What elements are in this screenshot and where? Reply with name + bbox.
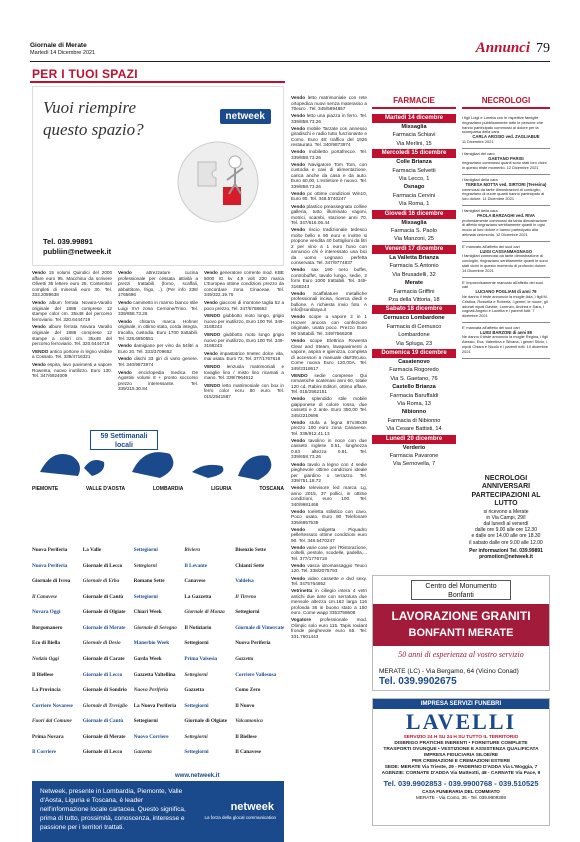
classified-ad: VENDO antico portone in legno visibile a Cossato. Tel. 339/4716321	[32, 348, 113, 360]
newspaper-masthead: Settegiorni	[184, 702, 209, 709]
pharmacy-detail: Via S. Gaetano, 76	[390, 375, 438, 382]
newspaper-masthead: Giornale di Seregno	[133, 624, 177, 631]
pharmacy-detail: Via Manzoni, 25	[393, 236, 434, 243]
newspaper-masthead: Il Levante	[184, 562, 208, 569]
pharmacy-town: La Valletta Brianza	[389, 254, 439, 261]
pharmacy-day-header: Sabato 18 dicembre	[372, 305, 456, 314]
newspaper-masthead: Il Notiziario	[184, 624, 212, 631]
pharmacy-town: Osnago	[403, 184, 425, 191]
newspaper-masthead: Gazzetta	[184, 687, 204, 694]
newspaper-masthead: Giornale di Merate	[82, 624, 126, 631]
classified-ad: VENDO giubbotto moto lungo, grigio nuovo per inutilizzo, Euro 100 Tel. 349-3168243	[204, 313, 284, 330]
classified-ad: Vendo album ferrata Novara Varallo originale del 1888 comprese 12 stampe a colori cm. 35x48 del percorso ferroviario. Tel. 320.6444719	[32, 324, 113, 347]
necrologies-announcement-title: NECROLOGI ANNIVERSARI PARTECIPAZIONI AL LUTTO	[471, 475, 541, 508]
necrology-notice: E' improvvisamente mancato all'affetto dei suoi cari LUCIANO POGLIANI di anni 79 Ne danno il triste annuncio la moglie Ada, i figli M. Cristina, Rossella e Roberta, i generi, le nuore, gli adorati nipoti Davide, Lorenzo, Andrea e Sara, i cognati Angelo e Lucetta e i parenti tutti. 7 dicembre 2021	[462, 278, 550, 323]
newspaper-masthead: Gazzetta Valtellina	[133, 671, 176, 678]
region-label: VALLE D'AOSTA	[85, 486, 126, 492]
classified-ad: Vendo varie cose per l'Ristorazione, coltelli, pentole, scodelle, padella,... Tel. 377/1776718	[291, 544, 367, 561]
classified-ad: Vendo chitarra marca Hohner originale, in ottimo stato, corda integra, tracolla, custodia. Euro 1700 trattabili. Tel. 328.6850551	[118, 318, 198, 341]
netweek-logo: netweek	[230, 801, 274, 813]
classified-ad: Vendo vasca idromassaggio Teuco 120. Tel. 338/2075793	[291, 562, 367, 574]
classified-ad: Vendo tavolino in noce con due cassetti inglese 0.51, lunghezza 0.83 altezza 0.81. Tel. 339/658.73.26	[291, 437, 367, 460]
newspaper-masthead: Giornale di Lecco	[82, 562, 123, 569]
pharmacy-town: Cernusco Lombardone	[383, 315, 445, 322]
netweek-tagline: La forza della glocal communication	[204, 815, 276, 820]
newspaper-masthead: Il Corriere	[32, 749, 56, 756]
pharmacy-detail: Farmacia Rogoredo	[389, 367, 439, 374]
newspaper-masthead: Nuova Periferia	[133, 687, 169, 694]
newspaper-masthead: Settegiorni	[184, 749, 209, 756]
classified-ad: Vendo album ferrata Novara-Varallo originale del 1888 comprese 12 stampe color cm. 35x48 del percorso ferroviario. Tel. 320.6444719	[32, 299, 112, 322]
pharmacy-town: Missaglia	[401, 124, 427, 130]
newspaper-masthead: La Gazzetta	[184, 593, 212, 600]
newspaper-mastheads	[32, 546, 284, 764]
classified-ad: Vendo giacconi di montone taglia 52 a poco prezzo. Tel. 347/5768662	[204, 299, 284, 311]
regions-map	[32, 430, 284, 512]
newspaper-masthead: Giornale di Sondrio	[82, 687, 127, 694]
newspaper-masthead: Giornale di Lecco	[82, 671, 123, 678]
pharmacy-detail: Via Merlini, 15	[396, 140, 432, 147]
pharmacy-town: Castello Brianza	[392, 384, 436, 391]
page-header	[30, 40, 550, 62]
necrology-notice: I famigliari della cara TERESA MOTTA ved. SIRTORI (Teresina) commossi da tante dimostrazioni di cordoglio, ringraziano di cuore quanti hanno partecipato al loro dolore. 11 Dicembre 2021	[462, 175, 550, 206]
newspaper-masthead: Giornale di Monza	[184, 609, 225, 616]
classified-ad: Vendo enciclopedia medica De Agostini volumi 8 + pronto soccorso prezzo interessante. Tel. 339/215.30.84	[118, 369, 199, 392]
newspaper-masthead: Giornale di Ivrea	[32, 578, 71, 585]
newspaper-masthead: Settegiorni	[133, 547, 158, 553]
ad-monument-band: LAVORAZIONE GRANITI BONFANTI MERATE	[373, 604, 549, 646]
pharmacy-detail: Farmacia di Nibionno	[387, 417, 441, 424]
pharmacy-detail: Via Roma, 13	[397, 400, 431, 407]
newspaper-masthead: Nuova Periferia	[235, 640, 271, 647]
issue-date: Martedì 14 Dicembre 2021	[30, 50, 96, 56]
newspaper-masthead: Novara Oggi	[32, 609, 61, 616]
classified-ad: Vendo toeletta stilistico con cavo. Poco usato. Euro 80 Telefonare 335/6957539	[291, 508, 367, 525]
section-name: Annunci	[475, 40, 530, 56]
classified-ad: Vendo espira, lavo pavimenti a vapore Rowenta, nuovo inutilizzo. Euro 130. Tel. 347/6924009	[32, 361, 112, 379]
necrology-notice: I famigliari della cara PAOLA BARZAGHI ved. RIVA profondamente commossi da tanta dimostrazione di affetto ringraziano sentitamente quanti in ogni modo al loro dolore e hanno partecipato alla animata cerimonia. 12 Dicembre 2021	[462, 206, 550, 242]
pharmacy-town: Nibionno	[401, 409, 427, 416]
newspaper-masthead: Settegiorni	[235, 609, 260, 616]
regions-labels	[32, 486, 284, 492]
newspaper-masthead: Nuova Periferia	[32, 562, 68, 569]
classified-ad: Vendo splendido stile mobile giapponese di colore rosso, due cassetti e 2 ante. Euro 350,00 Tel. 345/2210696	[291, 396, 367, 418]
classified-ad: Vendo scope a vapore 2 in 1 Hoover ancora con confezione originale, usata poco. Prezzo Euro 90 trattabili. Tel. 349/7566208	[291, 314, 367, 336]
newspaper-masthead: Corriere Novarese	[32, 702, 73, 709]
necrologies-title: NECROLOGI	[462, 96, 550, 109]
region-label: PIEMONTE	[32, 486, 59, 492]
ad-monument-header: Centro del Monumento Bonfanti	[411, 580, 511, 600]
newspaper-masthead: Borgomanero	[32, 624, 63, 631]
newspaper-masthead: Settegiorni	[133, 562, 157, 569]
classified-ad: Vendo riscio tradizionale tedesco molto bello e 90 euro e inoltre si propone vendita 40 bottiglioni da litri 2 per vino a 1 euro l'uno con annuncio chi è interessato una bici da uomo Legnano perfetta conservata. Tel. 347/9774837	[291, 227, 367, 266]
netweek-info-box	[32, 781, 284, 842]
newspaper-masthead: Gazzetta	[235, 655, 254, 662]
newspaper-masthead: Valdelsa	[235, 578, 254, 585]
classified-ad: Vendo sax 190 nero buffet, controbuffet, tavolo lungo, sedie, 2 forni Euro 1000 trattabili. Tel. 349-3168243	[291, 267, 367, 289]
classifieds-col-2	[118, 270, 198, 394]
ad-monument-phone: Tel. 039.9902675	[379, 676, 457, 687]
classifieds-col-1	[32, 270, 112, 381]
classified-ad: Vendo tavolo a legno con 4 sedie pieghevole ottime condizioni ideale per giardino o terrazzo. Tel. 339/751.18.72	[291, 461, 367, 483]
pharmacy-detail: Via Cesare Battisti, 14	[386, 426, 442, 433]
classified-ad: Vendo plastico preassegnato colline galleria, tutto illuminato vagoni, motrici, scambi, stazione anni 70. Tel. 347/616.06.44	[291, 203, 367, 226]
ad-lavelli-phone: Tel. 039.9902853 - 039.9900768 - 039.510525	[383, 779, 539, 788]
region-label: TOSCANA	[259, 486, 284, 492]
newspaper-masthead: Giornale di Lecco	[82, 749, 123, 756]
necrology-notice: E' mancata all'affetto dei suoi cari LUIGI BARZONI di anni 89 Ne danno il triste annuncio la moglie Regina, i figli Alessio, Eva, Valentina e Silvana, i generi Silvio, i nipoti Chiara e Nicolò e i parenti tutti. 10 dicembre 2021	[462, 323, 550, 359]
pharmacy-detail: Pza della Vittoria, 18	[388, 296, 440, 303]
necrology-notice: I figli Luigi e Loretta con le rispettive famiglie ringraziano pubblicamente tutte le persone che hanno partecipato commossi al dolore per la scomparsa della cara CARLA AROSIO ved. ZAGLIABUE 11 Dicembre 2021	[462, 113, 550, 149]
netweek-logo: netweek	[220, 109, 271, 124]
classified-ad: Vendo televisore led marca Lg, anno 2015, 37 pollici, in ottime condizioni, euro 100. Tel. 340/9981468	[291, 485, 367, 507]
newspaper-masthead: Il Biellese	[32, 671, 54, 678]
classified-ad: Vetrinetta in ciliegio intera 4 vetri antichi due ante con serratura due mensole altezza cm.162 larga 116 profonda 36 in buono stato a 150 euro. Come wapp 3353758608	[291, 588, 367, 616]
newspaper-masthead: Corriere Vallesusa	[235, 671, 277, 678]
newspaper-masthead: Giornale di Carate	[82, 655, 125, 662]
pharmacy-detail: Farmacia S.Antonio	[389, 263, 439, 270]
pharmacies-title: FARMACIE	[372, 96, 456, 109]
ad-graniti-bonfanti	[372, 575, 550, 691]
ad-monument-address: MERATE (LC) - Via Bergamo, 64 (Vicino Conad)	[379, 668, 519, 675]
region-label: LOMBARDIA	[152, 486, 184, 492]
promo-question	[43, 97, 163, 141]
newspaper-masthead: Settegiorni	[184, 671, 208, 678]
classified-ad: VENDO letto matrimoniale con box in ferro color ecru 80 euro. Tel. 015/2541587	[204, 382, 284, 399]
promo-question-line1: Vuoi riempire	[43, 98, 137, 117]
newspaper-masthead: Giornale di Olgiate	[184, 718, 228, 725]
newspaper-masthead: Gazzetta	[133, 749, 152, 756]
newspaper-masthead: Settegiorni	[184, 733, 208, 740]
newspaper-masthead: Il Canavese	[235, 749, 261, 756]
promo-phone: Tel. 039.99891	[43, 237, 93, 246]
newspaper-masthead: Prima Valsesia	[184, 655, 218, 662]
newspaper-masthead: Garda Week	[133, 655, 162, 662]
newspaper-masthead: Fuori dal Comune	[32, 718, 72, 725]
ad-lavelli-header: IMPRESA SERVIZI FUNEBRI	[373, 699, 549, 709]
pharmacy-day-header: Lunedì 20 dicembre	[372, 435, 456, 444]
necrology-notice: I famigliari del caro GAETANO PARISI ringraziano commossi quanti sono stati loro vicini in questo triste momento. 12 Dicembre 2021	[462, 149, 550, 175]
netweek-info-text: Netweek, presente in Lombardia, Piemonte, Valle d'Aosta, Liguria e Toscana, è leader nell'informazione locale cartacea. Questo significa, prima di tutto, prossimità, conoscenza, interesse e passione per i territori trattati.	[40, 788, 186, 831]
section-title: PER I TUOI SPAZI	[32, 67, 138, 81]
classified-ad: Vendo scope Elettrica Rowenta Clear and Steam, lavapavimenti a vapore, aspira e igienizza, completa di accessori a manuale d&#39;uso. Come nuova Euro 120,00A. Tel. 349/3318617	[291, 338, 368, 371]
newspaper-masthead: La Nuova Periferia	[133, 702, 177, 709]
pharmacy-day-header: Domenica 19 dicembre	[372, 349, 456, 358]
necrology-notice: E' mancato all'affetto dei suoi cari LUIGI CASSANMAGNAGO I famigliari commossi da tante dimostrazione di cordoglio, ringraziano sentitamente quanti le sono stati vicini in questo momento di profondo dolore. 14 Dicembre 2021	[462, 242, 550, 278]
classified-ad: Vendo caminetto in marmo bianco stile Luigi XVI zona Cerrione/Trino. Tel. 339/858.73.26	[118, 299, 198, 317]
newspaper-masthead: Il Tirreno	[235, 593, 257, 600]
newspaper-masthead: Il Biellese	[235, 733, 257, 740]
ad-lavelli-name: LAVELLI	[405, 709, 517, 734]
classified-ad: Vendo dischi 33 giri di vario genere. Tel. 340/9873974	[118, 356, 198, 367]
newspaper-masthead: Canavese	[184, 578, 206, 585]
newspaper-masthead: Nuova Periferia	[32, 547, 68, 553]
publication-name: Giornale di Merate	[30, 42, 87, 49]
classified-ad: VENDO sedie comprese Qui romantiche scatenasi anni 60, totale 120 cd, Rabini Editori, ottimo affare. Tel. 015/2562151	[291, 372, 367, 395]
pharmacy-detail: Farmacia Pavarone	[389, 453, 439, 459]
newspaper-masthead: Giornale di Olgiate	[82, 609, 126, 616]
newspaper-masthead: Notizia Oggi	[32, 655, 59, 662]
newspaper-masthead: Giornale di Merate	[82, 733, 126, 740]
pharmacy-detail: Farmacia Selvetti	[392, 167, 436, 174]
newspaper-masthead: Manerbio Week	[133, 640, 170, 647]
newspaper-masthead: Chianti Sette	[235, 562, 265, 569]
newspaper-masthead: Giornale di Erba	[82, 578, 120, 585]
pharmacy-town: Colle Brianza	[396, 159, 432, 166]
newspaper-masthead: Giornale di Vimercate	[235, 624, 284, 631]
pharmacy-day-header: Mercoledì 15 dicembre	[372, 149, 456, 158]
classified-ad: Vendo letto matrimoniale con rete ortopedica nuovi senza materasso a 70euro . Tel. 345/5894857	[291, 95, 367, 111]
pharmacy-town: Missaglia	[401, 219, 427, 226]
newspaper-masthead: Romano Sette	[133, 578, 165, 585]
newspaper-masthead: Settegiorni	[184, 640, 209, 647]
newspaper-masthead: Riviera	[184, 547, 200, 553]
pharmacy-detail: Farmacia di Cernusco Lombardone	[386, 323, 442, 339]
classifieds-grid	[32, 270, 284, 430]
pharmacy-town: Merate	[404, 280, 424, 287]
newspaper-masthead: Giornale di Treviglio	[82, 702, 128, 709]
classified-ad: Vendo Scaffalature metalliche professionali incisa, ricerca diedi e bullone. A richiesta invio foto. A info@surabaya.it	[291, 290, 367, 313]
pharmacy-day-header: Martedì 14 dicembre	[372, 114, 456, 123]
promo-box	[32, 86, 284, 266]
classified-ad: Vendo attrezzature cucina professionale per cessata attività a prezzi trattabili (forno, scaffali, abbattitore, frigo, ..). (Per info 338/ 1765696	[118, 270, 199, 298]
pharmacy-day-header: Giovedì 16 dicembre	[372, 210, 456, 219]
pharmacy-detail: Farmacia Griffini	[393, 288, 435, 295]
classified-ad: Vogatore professionale mod. Olimpic solo euro 115. Tapis roulant fronde pieghevole euro 65. Tel. 331.7601443	[291, 617, 367, 639]
network-url[interactable]: www.netweek.it	[175, 773, 220, 779]
newspaper-masthead: Bisenzio Sette	[235, 547, 266, 553]
promo-contact	[43, 237, 111, 257]
classified-ad: Vendo impastatrice Imetec dolce vita, mai usata. Euro 72. Tel. 377/1767618	[204, 350, 284, 362]
pharmacy-detail: Via Spluga, 23	[395, 340, 433, 347]
newspaper-masthead: Il Canavese	[32, 593, 58, 600]
section-rule	[30, 81, 285, 83]
classifieds-col-3	[204, 270, 284, 401]
puzzle-figure-icon	[173, 132, 263, 227]
newspaper-masthead: La Valle	[82, 547, 102, 553]
classified-ad: Vendo stufa a legna 87x38x38 prezzo 100 euro zona Canavese. Tel. 339/912.41.13	[291, 419, 367, 436]
newspaper-masthead: Settegiorni	[133, 593, 158, 600]
pharmacy-detail: Via Sernovella, 7	[392, 461, 436, 468]
newspaper-masthead: La Provincia	[32, 687, 61, 694]
promo-email[interactable]: publiin@netweek.it	[43, 247, 112, 256]
newspaper-masthead: Chiari Week	[133, 609, 162, 616]
newspaper-masthead: Giornale di Cantù	[82, 593, 124, 600]
classified-ad: VENDO lenzuola matrimoniali e tovaglie lino / misto lino ricamati a mano. Tel. 339/7964612	[204, 363, 285, 381]
pharmacy-detail: Farmacia S. Paolo	[390, 228, 437, 235]
newspaper-masthead: Valcamonica	[235, 718, 263, 725]
classified-ad: Vendo video cassette e dvd sexy. Tel. 3475764862	[291, 575, 367, 587]
newspaper-masthead: Giornale di Cantù	[82, 718, 124, 725]
pharmacy-detail: Farmacia Cervini	[392, 192, 436, 199]
classified-ad: VENDO giubbotto moto lungo grigio nuovo per inutilizzo, Euro 100 Tel. 349-3168243	[204, 331, 284, 349]
newspaper-masthead: Eco di Biella	[32, 640, 60, 647]
pharmacy-detail: Farmacia Baruffaldi	[389, 392, 439, 399]
ad-monument-slogan: 50 anni di esperienza al vostro servizio	[398, 650, 524, 659]
classified-ad: Vendo 15 volumi Quindici del 2000 affare euro 95. Macchina da scrivere Olivetti 35 lettere euro 25. Contenitori completi di minerali euro 30. Tel. 333.2089638	[32, 270, 113, 298]
page-number: 79	[536, 41, 550, 56]
classified-ad: Vendo letto una piazza in ferro. Tel. 339/858.73.26	[291, 113, 367, 124]
pharmacy-town: Verderio	[402, 444, 426, 451]
newspaper-masthead: Il Nuovo	[235, 702, 255, 709]
newspaper-masthead: Prima Novara	[32, 733, 64, 740]
italy-regions-map-icon	[32, 442, 284, 482]
local-weeklies-badge: 59 Settimanali locali	[90, 430, 158, 450]
newspaper-masthead: Giornale di Desio	[82, 640, 121, 647]
classifieds-center-column	[291, 95, 367, 641]
classified-ad: Vendo Navigatore Tom Tom, con custodia e cavi di alimentazione, carica anche da casa e da auto. Euro 60,00, L'estintore è nuovo. Tel. 339/858.73.26	[291, 161, 367, 189]
ad-lavelli: IMPRESA SERVIZI FUNEBRI LAVELLI SERVIZIO 24 H SU 24 H SU TUTTO IL TERRITORIO DISBRIGO PRATICHE INERENTI • FORNITURE COMPLETE TRASPORTI OVUNQUE • VESTIZIONE E ASSISTENZA QUALIFICATA IMPRESA FIDUCIARIA SILOE/RE PER CREMAZIONI E CREMAZIONI ESTERE SEDE: MERATE Via Trieste, 29 - PADERNO D'ADDA Via L'Moggia, 7 AGENZIE: CORNATE D'ADDA Via Matteotti, 48 - CARNATE Via Pace, 9 Tel. 039.9902853 - 039.9900768 - 039.510525 CASA FUNERARIA DEL COMMIATO MERATE - Via Como, 35 - Tel. 039.9909369	[372, 698, 550, 826]
newspaper-masthead: Como Zero	[235, 687, 261, 694]
newspaper-masthead: Settegiorni	[133, 718, 158, 725]
necrologies-announcement: NECROLOGI ANNIVERSARI PARTECIPAZIONI AL LUTTO si ricevono a Merate in Via Campi, 29/I dal lunedì al venerdì dalle ore 9.00 alle ore 12.30 e dalle ore 14.00 alle ore 18.30 il sabato dalle ore 9.00 alle 12.00 Per informazioni Tel. 039.99891 promotion@netweek.it	[462, 475, 550, 560]
necrologies-list	[462, 113, 550, 359]
classified-ad: Vendo pc ottime condizioni Win10, Euro 90. Tel. 348.5740247	[291, 190, 367, 202]
classified-ad: Vendo mobile Tarzate con annesso giradischi e radio tutto funzionante e Como. Euro 48; traffico del 1926 restaurato. Tel. 340/9873974	[291, 125, 367, 148]
pharmacy-detail: Via Lecco, 1	[398, 176, 430, 183]
promo-question-line2: questo spazio?	[43, 120, 144, 139]
region-label: LIGURIA	[211, 486, 232, 492]
pharmacy-detail: Via Brusadelli, 32	[392, 271, 436, 278]
pharmacy-day-header: Venerdì 17 dicembre	[372, 245, 456, 254]
pharmacy-detail: Farmacia Schiavi	[392, 132, 436, 139]
classified-ad: Vendo valigetta Piquadro pelle/tessuto ottime condizioni euro 90. Tel. 348.5470247	[291, 526, 367, 543]
classified-ad: Vendo damigiane per vino da 54litri a Euro 20. Tel. 333/3709652	[118, 343, 198, 354]
newspaper-masthead: Nuovo Corriere	[133, 733, 169, 740]
pharmacy-town: Casatenovo	[398, 358, 430, 365]
classified-ad: Vendo mobiletto portafrecce. Tel. 339/858.73.26	[291, 149, 367, 160]
pharmacies-list	[372, 113, 456, 469]
pharmacy-detail: Via Roma, 1	[398, 201, 430, 208]
classified-ad: Vendo generatore corrente mod. KBE 5000 IG kv 4,9 volt 220 marca L'Europea ottime condizioni prezzo da concordare zona Cinaceae. Tel. 349/322.19.75	[204, 270, 284, 298]
